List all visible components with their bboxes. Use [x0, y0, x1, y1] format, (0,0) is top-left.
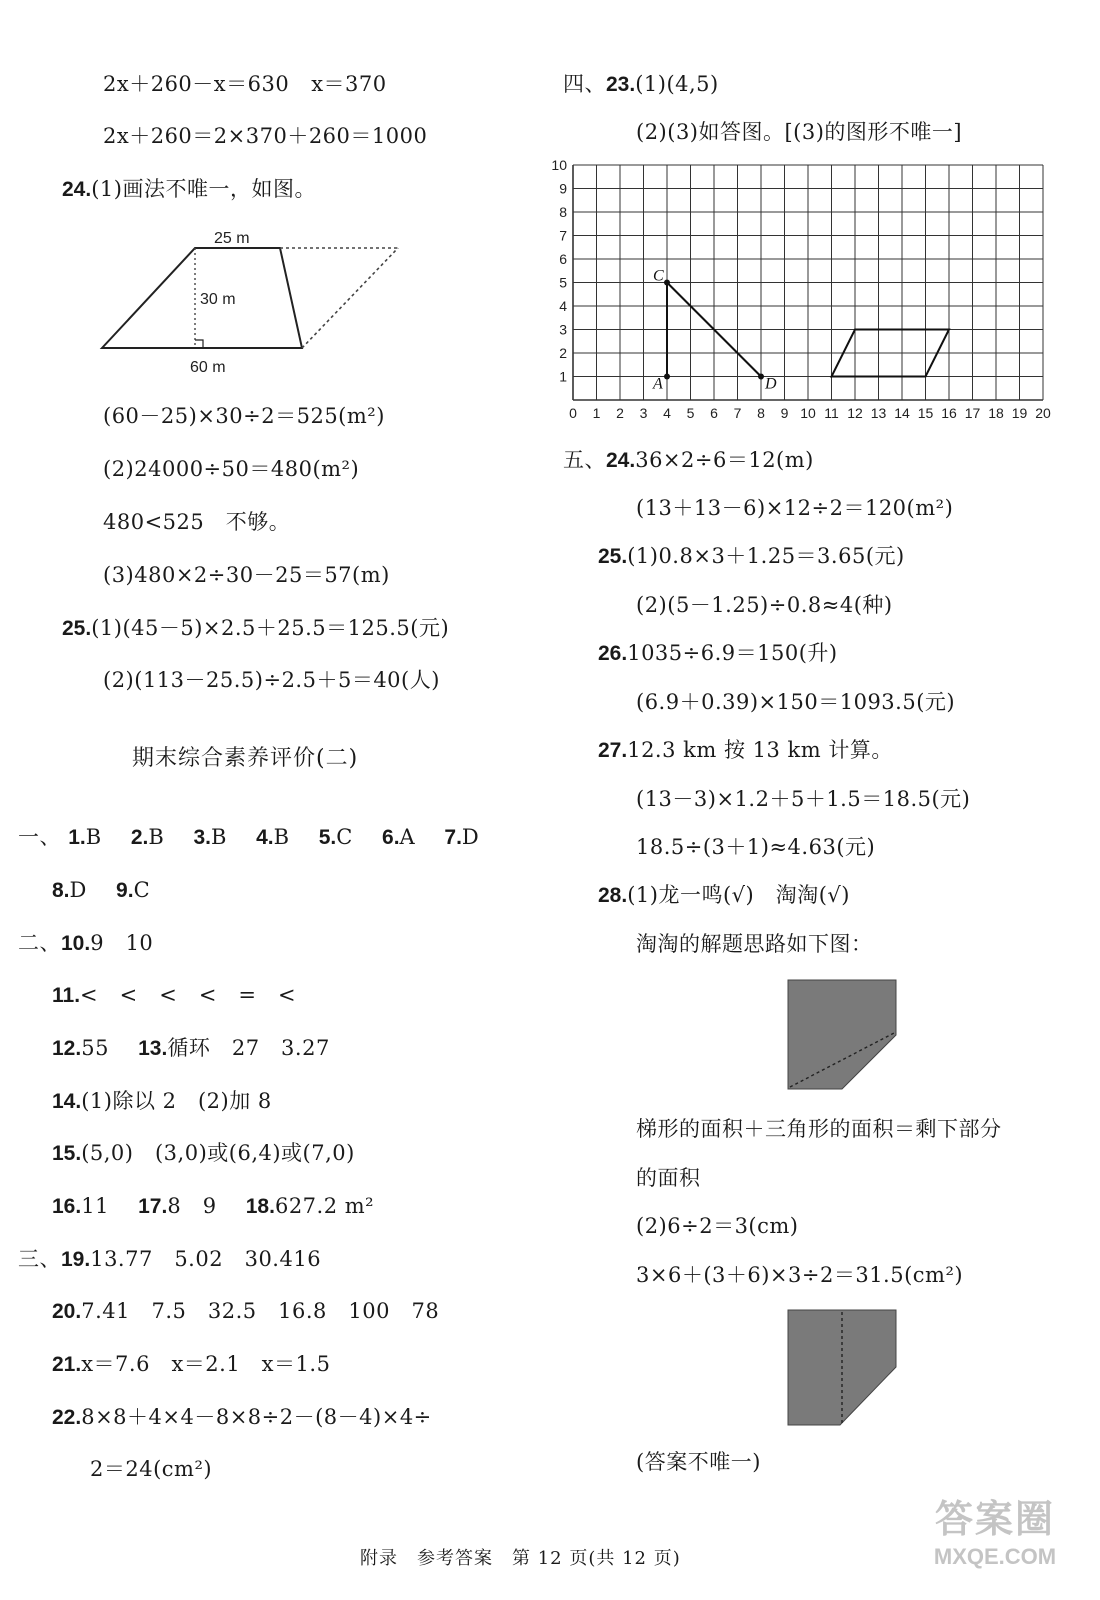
answer-text: (1)龙一鸣(√) 淘淘(√) [627, 883, 850, 907]
answer-text: < < < < = < [80, 983, 297, 1007]
answer-text: 9 10 [90, 931, 154, 955]
question-number: 19. [61, 1248, 91, 1271]
question-number: 3. [193, 826, 211, 849]
question-number: 12. [52, 1037, 82, 1060]
question-28-explain-2: 的面积 [636, 1166, 701, 1190]
question-22 [52, 1403, 432, 1432]
question-27 [598, 736, 893, 765]
question-28-explain-1: 梯形的面积＋三角形的面积＝剩下部分 [636, 1117, 1002, 1141]
y-tick-label: 2 [559, 345, 567, 361]
point-label-D: D [765, 375, 777, 393]
question-21 [52, 1350, 330, 1379]
answer-text: (1)画法不唯一，如图。 [91, 177, 316, 201]
answer-text: 7.41 7.5 32.5 16.8 100 78 [81, 1299, 440, 1323]
watermark-top: 答案圈 [934, 1497, 1055, 1541]
watermark-bottom: MXQE.COM [933, 1544, 1057, 1569]
x-tick-label: 14 [894, 405, 910, 421]
calc-r26-2: (6.9＋0.39)×150＝1093.5(元) [636, 690, 956, 714]
choice-answer: A [399, 825, 416, 849]
x-tick-label: 8 [757, 405, 765, 421]
question-23 [563, 70, 719, 99]
question-16-18 [52, 1192, 374, 1221]
question-14 [52, 1087, 272, 1116]
y-tick-label: 6 [559, 251, 567, 267]
calc-24-2: (2)24000÷50＝480(m²) [103, 457, 360, 481]
section-prefix: 五、 [563, 448, 606, 472]
calc-r28-3: 3×6＋(3＋6)×3÷2＝31.5(cm²) [636, 1263, 964, 1287]
x-tick-label: 19 [1011, 405, 1028, 421]
y-tick-label: 8 [559, 204, 567, 220]
question-number: 6. [382, 826, 400, 849]
equation-line-2: 2x＋260＝2×370＋260＝1000 [103, 124, 428, 148]
watermark-logo [905, 1495, 1085, 1595]
x-tick-label: 20 [1035, 405, 1051, 421]
x-tick-label: 18 [988, 405, 1004, 421]
choice-answer: B [85, 825, 102, 849]
question-number: 20. [52, 1300, 82, 1323]
x-tick-label: 2 [616, 405, 624, 421]
calc-25-2: (2)(113－25.5)÷2.5＋5＝40(人) [103, 668, 440, 692]
x-tick-label: 5 [686, 405, 695, 421]
x-tick-label: 17 [964, 405, 981, 421]
question-number: 21. [52, 1353, 82, 1376]
x-tick-label: 10 [800, 405, 816, 421]
folded-paper-figure-1 [780, 975, 905, 1095]
choice-answer: C [133, 878, 151, 902]
y-tick-label: 3 [559, 321, 567, 338]
y-tick-label: 7 [559, 227, 567, 244]
section-prefix: 一、 [18, 825, 61, 849]
question-number: 10. [61, 932, 91, 955]
question-number: 16. [52, 1195, 82, 1218]
question-number: 4. [256, 826, 274, 849]
question-25-left [62, 614, 449, 643]
question-number: 2. [130, 826, 149, 849]
right-angle-mark [195, 340, 203, 348]
answer-text: (5,0) (3,0)或(6,4)或(7,0) [81, 1141, 355, 1165]
question-25-right [598, 542, 905, 571]
section-title: 期末综合素养评价(二) [132, 746, 359, 771]
choice-answer: D [461, 825, 480, 849]
question-number: 1. [68, 826, 86, 849]
answer-text: (1)(4,5) [635, 72, 719, 96]
answer-text: 36×2÷6＝12(m) [635, 448, 814, 472]
question-12-13 [52, 1034, 330, 1063]
x-tick-label: 12 [847, 405, 863, 421]
choice-answer: B [148, 825, 165, 849]
section-1-answers [18, 823, 479, 852]
answer-text: 11 [81, 1194, 109, 1218]
question-number: 26. [598, 642, 628, 665]
x-tick-label: 0 [569, 405, 577, 421]
question-20 [52, 1297, 439, 1326]
answer-text: 8×8＋4×4－8×8÷2－(8－4)×4÷ [81, 1405, 432, 1429]
choice-answer: C [336, 825, 353, 849]
equation-solution: x＝370 [311, 72, 387, 96]
answer-text: (1)0.8×3＋1.25＝3.65(元) [627, 544, 905, 568]
parallelogram-dashed-side [302, 248, 398, 348]
point-A [664, 374, 670, 380]
coordinate-grid [535, 160, 1055, 430]
trapezoid-height-label: 30 m [200, 291, 236, 308]
equation-text: 2x＋260－x＝630 [103, 72, 290, 96]
question-28 [598, 881, 850, 910]
question-24-right [563, 446, 814, 475]
question-number: 17. [138, 1195, 168, 1218]
y-tick-label: 4 [559, 298, 567, 314]
section-prefix: 四、 [563, 72, 606, 96]
question-number: 18. [245, 1195, 275, 1218]
question-24-left [62, 175, 316, 204]
x-tick-label: 15 [917, 405, 934, 421]
x-tick-label: 9 [780, 405, 789, 421]
question-23-note: (2)(3)如答图。[(3)的图形不唯一] [636, 120, 963, 144]
question-number: 23. [606, 73, 636, 96]
question-number: 28. [598, 884, 628, 907]
answer-text: 627.2 m² [274, 1194, 375, 1218]
question-number: 13. [138, 1037, 168, 1060]
question-number: 27. [598, 739, 628, 762]
trapezoid-top-label: 25 m [214, 230, 250, 247]
answer-not-unique-note: (答案不唯一) [636, 1450, 761, 1474]
trapezoid-figure [90, 220, 420, 380]
question-26 [598, 639, 838, 668]
question-15 [52, 1139, 355, 1168]
calc-r24-2: (13＋13－6)×12÷2＝120(m²) [636, 496, 954, 520]
point-label-C: C [653, 267, 664, 285]
answer-text: 1035÷6.9＝150(升) [627, 641, 838, 665]
answer-text: 12.3 km 按 13 km 计算。 [627, 738, 893, 762]
question-number: 25. [598, 545, 628, 568]
point-D [758, 374, 764, 380]
question-19 [18, 1245, 321, 1274]
calc-r25-2: (2)(5－1.25)÷0.8≈4(种) [636, 593, 893, 617]
choice-answer: D [69, 878, 87, 902]
x-tick-label: 6 [710, 405, 718, 421]
y-tick-label: 1 [559, 368, 567, 385]
answer-text: (1)除以 2 (2)加 8 [81, 1089, 272, 1113]
y-tick-label: 9 [559, 180, 567, 197]
answer-text: 8 9 [167, 1194, 217, 1218]
question-number: 24. [62, 178, 92, 201]
question-10 [18, 929, 153, 958]
trapezoid-bottom-label: 60 m [190, 359, 226, 376]
question-number: 22. [52, 1406, 82, 1429]
answer-text: 循环 27 3.27 [167, 1036, 330, 1060]
point-C [664, 280, 670, 286]
calc-r27-3: 18.5÷(3＋1)≈4.63(元) [636, 835, 876, 859]
answer-text: 13.77 5.02 30.416 [90, 1247, 322, 1271]
x-tick-label: 1 [592, 405, 601, 421]
answer-text: 55 [81, 1036, 109, 1060]
calc-24-4: (3)480×2÷30－25＝57(m) [103, 563, 390, 587]
question-number: 11. [52, 984, 81, 1007]
section-prefix: 三、 [18, 1247, 61, 1271]
equation-line-1 [103, 70, 387, 98]
answer-text: (1)(45－5)×2.5＋25.5＝125.5(元) [91, 616, 450, 640]
answer-text: x＝7.6 x＝2.1 x＝1.5 [81, 1352, 331, 1376]
y-tick-label: 10 [551, 160, 567, 173]
section-prefix: 二、 [18, 931, 61, 955]
calc-24-3: 480<525 不够。 [103, 510, 291, 534]
choice-answer: B [273, 825, 290, 849]
x-tick-label: 13 [870, 405, 887, 421]
question-number: 14. [52, 1090, 82, 1113]
calc-r27-2: (13－3)×1.2＋5＋1.5＝18.5(元) [636, 787, 971, 811]
choice-answer: B [210, 825, 227, 849]
x-tick-label: 7 [733, 405, 742, 421]
x-tick-label: 4 [663, 405, 671, 421]
question-28-intro: 淘淘的解题思路如下图： [636, 932, 873, 956]
section-1-answers-row-2 [52, 876, 150, 905]
x-tick-label: 11 [824, 405, 839, 421]
question-number: 24. [606, 449, 636, 472]
x-tick-label: 3 [639, 405, 648, 421]
question-number: 8. [52, 879, 70, 902]
question-11 [52, 981, 296, 1010]
question-number: 5. [318, 826, 337, 849]
calc-r28-2: (2)6÷2＝3(cm) [636, 1214, 799, 1238]
y-tick-label: 5 [559, 274, 567, 291]
question-number: 25. [62, 617, 92, 640]
question-number: 7. [444, 826, 462, 849]
x-tick-label: 16 [941, 405, 957, 421]
paper-shape [788, 980, 896, 1089]
calc-24-1: (60－25)×30÷2＝525(m²) [103, 404, 385, 428]
question-22-cont: 2＝24(cm²) [90, 1457, 213, 1481]
question-number: 9. [116, 879, 134, 902]
point-label-A: A [653, 375, 663, 393]
page-footer: 附录 参考答案 第 12 页(共 12 页) [360, 1548, 681, 1569]
folded-paper-figure-2 [780, 1305, 905, 1430]
question-number: 15. [52, 1142, 82, 1165]
